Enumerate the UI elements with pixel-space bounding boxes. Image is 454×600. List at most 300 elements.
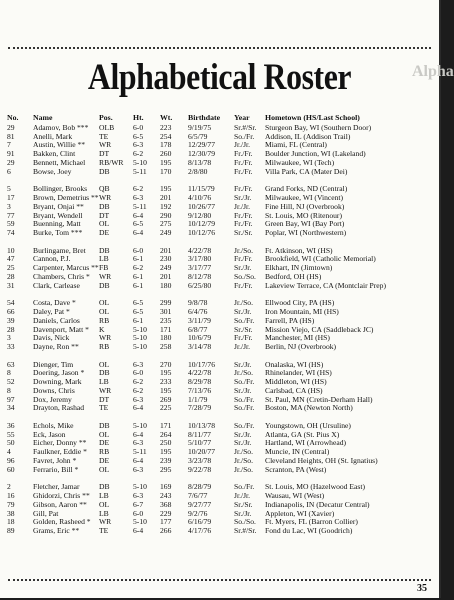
cell-hometown: Indianapolis, IN (Decatur Central)	[265, 499, 370, 509]
cell-number: 52	[7, 377, 15, 387]
cell-year: Fr./Fr.	[234, 157, 253, 167]
cell-birthdate: 7/6/77	[188, 491, 208, 501]
cell-year: Fr./Fr.	[234, 280, 253, 290]
col-header-position: Pos.	[99, 113, 113, 122]
cell-position: DB	[99, 245, 110, 255]
cell-number: 54	[7, 298, 15, 308]
cell-position: TE	[99, 131, 109, 141]
cell-number: 89	[7, 526, 15, 536]
cell-position: OL	[99, 298, 110, 308]
cell-name: Burlingame, Bret	[33, 245, 86, 255]
col-header-year: Year	[234, 113, 250, 122]
cell-birthdate: 6/5/79	[188, 131, 208, 141]
cell-height: 6-3	[133, 464, 144, 474]
cell-height: 6-1	[133, 280, 144, 290]
cell-weight: 258	[160, 342, 172, 352]
cell-weight: 239	[160, 456, 172, 466]
cell-year: Sr./Jr.	[234, 263, 252, 273]
cell-position: OL	[99, 464, 110, 474]
cell-height: 6-2	[133, 263, 144, 273]
cell-hometown: Youngstown, OH (Ursuline)	[265, 420, 351, 430]
cell-year: Jr./So.	[234, 456, 253, 466]
cell-hometown: Rhinelander, WI (HS)	[265, 368, 332, 378]
cell-year: Sr./Jr.	[234, 306, 252, 316]
cell-name: Gill, Pat	[33, 508, 59, 518]
cell-hometown: Atlanta, GA (St. Pius X)	[265, 429, 340, 439]
cell-name: Faulkner, Eddie *	[33, 447, 87, 457]
cell-weight: 229	[160, 508, 172, 518]
cell-position: DB	[99, 368, 110, 378]
cell-weight: 299	[160, 298, 172, 308]
cell-position: LB	[99, 254, 109, 264]
cell-height: 6-5	[133, 219, 144, 229]
cell-weight: 195	[160, 184, 172, 194]
cell-hometown: Hartland, WI (Arrowhead)	[265, 438, 347, 448]
cell-weight: 195	[160, 157, 172, 167]
cell-birthdate: 8/11/77	[188, 429, 211, 439]
cell-hometown: Fond du Lac, WI (Goodrich)	[265, 526, 353, 536]
cell-number: 25	[7, 263, 15, 273]
cell-number: 59	[7, 219, 15, 229]
cell-name: Ferrario, Bill *	[33, 464, 79, 474]
cell-name: Downing, Mark	[33, 377, 82, 387]
cell-weight: 249	[160, 263, 172, 273]
cell-birthdate: 10/12/76	[188, 228, 216, 238]
table-row	[7, 168, 430, 177]
cell-birthdate: 12/30/79	[188, 149, 216, 159]
cell-height: 6-3	[133, 394, 144, 404]
cell-height: 6-3	[133, 192, 144, 202]
cell-weight: 178	[160, 140, 172, 150]
cell-hometown: Carlsbad, CA (HS)	[265, 385, 323, 395]
cell-name: Clark, Carlease	[33, 280, 80, 290]
cell-hometown: Ft. Atkinson, WI (HS)	[265, 245, 333, 255]
cell-height: 5-11	[133, 201, 147, 211]
cell-year: So./Fr.	[234, 403, 255, 413]
cell-height: 5-11	[133, 166, 147, 176]
cell-height: 6-7	[133, 499, 144, 509]
cell-birthdate: 6/25/80	[188, 280, 212, 290]
cell-position: OLB	[99, 122, 115, 132]
cell-weight: 235	[160, 315, 172, 325]
cell-number: 81	[7, 131, 15, 141]
cell-number: 38	[7, 508, 15, 518]
cell-year: Sr./Jr.	[234, 508, 252, 518]
col-header-birthdate: Birthdate	[188, 113, 221, 122]
cell-birthdate: 8/29/78	[188, 377, 212, 387]
cell-height: 6-1	[133, 271, 144, 281]
cell-birthdate: 9/12/80	[188, 210, 212, 220]
cell-year: Sr./Sr.	[234, 499, 253, 509]
cell-hometown: Lakeview Terrace, CA (Montclair Prep)	[265, 280, 386, 290]
cell-birthdate: 10/12/79	[188, 219, 216, 229]
cell-birthdate: 3/17/77	[188, 263, 212, 273]
cell-weight: 270	[160, 359, 172, 369]
cell-hometown: Cleveland Heights, OH (St. Ignatius)	[265, 456, 378, 466]
cell-year: Jr./Jr.	[234, 342, 251, 352]
cell-year: Sr./Jr.	[234, 385, 252, 395]
cell-birthdate: 9/27/77	[188, 499, 212, 509]
cell-position: DB	[99, 166, 110, 176]
cell-number: 28	[7, 324, 15, 334]
cell-weight: 301	[160, 306, 172, 316]
cell-position: DT	[99, 394, 110, 404]
col-header-number: No.	[7, 113, 19, 122]
cell-position: DE	[99, 438, 110, 448]
cell-birthdate: 12/29/77	[188, 140, 216, 150]
cell-height: 6-2	[133, 149, 144, 159]
cell-name: Adamov, Bob ***	[33, 122, 89, 132]
cell-number: 16	[7, 491, 15, 501]
cell-position: DB	[99, 280, 110, 290]
cell-number: 18	[7, 517, 15, 527]
cell-number: 8	[7, 385, 11, 395]
cell-year: Jr./So.	[234, 368, 253, 378]
cell-position: LB	[99, 377, 109, 387]
cell-position: TE	[99, 526, 109, 536]
cell-year: Sr./Jr.	[234, 438, 252, 448]
cell-position: K	[99, 324, 105, 334]
cell-number: 4	[7, 447, 11, 457]
cell-hometown: Muncie, IN (Central)	[265, 447, 330, 457]
cell-birthdate: 2/8/80	[188, 166, 208, 176]
cell-year: Fr./Fr.	[234, 149, 253, 159]
cell-year: So./Fr.	[234, 131, 255, 141]
table-row	[7, 326, 430, 335]
page-number: 35	[417, 583, 427, 594]
cell-position: DE	[99, 228, 110, 238]
cell-weight: 368	[160, 499, 172, 509]
cell-number: 33	[7, 342, 15, 352]
cell-height: 6-0	[133, 245, 144, 255]
cell-name: Davenport, Matt *	[33, 324, 89, 334]
table-row	[7, 229, 430, 238]
cell-position: RB/WR	[99, 157, 124, 167]
cell-year: Fr./Fr.	[234, 184, 253, 194]
cell-name: Bennett, Michael	[33, 157, 86, 167]
cell-number: 74	[7, 228, 15, 238]
cell-hometown: Berlin, NJ (Overbrook)	[265, 342, 337, 352]
col-header-name: Name	[33, 113, 53, 122]
cell-number: 10	[7, 245, 15, 255]
cell-weight: 249	[160, 228, 172, 238]
cell-number: 3	[7, 333, 11, 343]
cell-hometown: Iron Mountain, MI (HS)	[265, 306, 339, 316]
cell-position: OL	[99, 219, 110, 229]
cell-number: 60	[7, 464, 15, 474]
cell-number: 34	[7, 403, 15, 413]
bottom-dotted-rule	[8, 579, 431, 581]
cell-number: 2	[7, 482, 11, 492]
cell-hometown: Green Bay, WI (Bay Port)	[265, 219, 345, 229]
cell-year: Sr.#/Sr.	[234, 526, 257, 536]
cell-weight: 233	[160, 377, 172, 387]
cell-birthdate: 6/4/76	[188, 306, 208, 316]
cell-height: 6-3	[133, 140, 144, 150]
cell-hometown: Appleton, WI (Xavier)	[265, 508, 335, 518]
cell-hometown: Wausau, WI (West)	[265, 491, 325, 501]
cell-hometown: Onalaska, WI (HS)	[265, 359, 324, 369]
cell-number: 66	[7, 306, 15, 316]
cell-year: Fr./Fr.	[234, 254, 253, 264]
cell-height: 5-10	[133, 420, 147, 430]
cell-hometown: Miami, FL (Central)	[265, 140, 327, 150]
cell-hometown: St. Louis, MO (Ritenour)	[265, 210, 342, 220]
roster-body	[7, 124, 430, 536]
table-row	[7, 422, 430, 431]
cell-position: DB	[99, 420, 110, 430]
cell-number: 77	[7, 210, 15, 220]
cell-birthdate: 10/20/77	[188, 447, 216, 457]
cell-number: 97	[7, 394, 15, 404]
cell-birthdate: 8/13/78	[188, 157, 212, 167]
cell-height: 5-10	[133, 342, 147, 352]
cell-name: Brown, Demetrius **	[33, 192, 99, 202]
cell-weight: 243	[160, 491, 172, 501]
table-row	[7, 404, 430, 413]
cell-year: Jr./So.	[234, 298, 253, 308]
cell-weight: 201	[160, 271, 172, 281]
bleed-through-text: Alpha	[412, 63, 454, 80]
cell-year: So./So.	[234, 271, 256, 281]
cell-weight: 225	[160, 403, 172, 413]
cell-height: 6-3	[133, 491, 144, 501]
cell-hometown: Elkhart, IN (Jimtown)	[265, 263, 333, 273]
cell-hometown: Sturgeon Bay, WI (Southern Door)	[265, 122, 372, 132]
cell-hometown: St. Paul, MN (Cretin-Derham Hall)	[265, 394, 373, 404]
cell-position: OL	[99, 499, 110, 509]
cell-position: OL	[99, 359, 110, 369]
cell-name: Buenning, Matt	[33, 219, 81, 229]
cell-position: LB	[99, 508, 109, 518]
cell-name: Gibson, Aaron **	[33, 499, 87, 509]
cell-number: 36	[7, 420, 15, 430]
cell-birthdate: 4/22/78	[188, 368, 212, 378]
cell-name: Daniels, Carlos	[33, 315, 80, 325]
cell-name: Dayne, Ron **	[33, 342, 79, 352]
cell-number: 5	[7, 184, 11, 194]
cell-position: RB	[99, 342, 110, 352]
cell-birthdate: 10/6/79	[188, 333, 212, 343]
cell-year: Jr./Jr.	[234, 140, 251, 150]
cell-height: 6-3	[133, 359, 144, 369]
cell-hometown: Middleton, WI (HS)	[265, 377, 327, 387]
cell-height: 6-2	[133, 385, 144, 395]
cell-weight: 195	[160, 447, 172, 457]
cell-number: 17	[7, 192, 15, 202]
cell-weight: 171	[160, 420, 172, 430]
cell-height: 6-0	[133, 368, 144, 378]
cell-birthdate: 8/28/79	[188, 482, 212, 492]
cell-height: 5-10	[133, 482, 147, 492]
cell-hometown: St. Louis, MO (Hazelwood East)	[265, 482, 365, 492]
cell-weight: 180	[160, 280, 172, 290]
cell-weight: 223	[160, 122, 172, 132]
cell-number: 91	[7, 149, 15, 159]
cell-position: RB	[99, 315, 110, 325]
cell-name: Drayton, Rashad	[33, 403, 85, 413]
cell-number: 50	[7, 438, 15, 448]
cell-year: Fr./Fr.	[234, 166, 253, 176]
cell-name: Favret, John *	[33, 456, 77, 466]
cell-weight: 201	[160, 245, 172, 255]
cell-year: Sr.#/Sr.	[234, 122, 257, 132]
cell-name: Bowse, Joey	[33, 166, 72, 176]
cell-number: 63	[7, 359, 15, 369]
cell-hometown: Manchester, MI (HS)	[265, 333, 330, 343]
table-row	[7, 527, 430, 536]
cell-name: Ghidorzi, Chris **	[33, 491, 90, 501]
cell-name: Carpenter, Marcus **	[33, 263, 99, 273]
cell-name: Doering, Jason *	[33, 368, 85, 378]
cell-weight: 260	[160, 149, 172, 159]
cell-birthdate: 10/26/77	[188, 201, 216, 211]
cell-weight: 250	[160, 438, 172, 448]
cell-name: Davis, Nick	[33, 333, 70, 343]
cell-name: Chambers, Chris *	[33, 271, 90, 281]
cell-height: 6-2	[133, 377, 144, 387]
cell-weight: 230	[160, 254, 172, 264]
cell-hometown: Grand Forks, ND (Central)	[265, 184, 348, 194]
cell-weight: 269	[160, 394, 172, 404]
cell-birthdate: 7/13/76	[188, 385, 212, 395]
cell-name: Daley, Pat *	[33, 306, 70, 316]
cell-position: FB	[99, 263, 109, 273]
cell-number: 47	[7, 254, 15, 264]
cell-year: So./Fr.	[234, 377, 255, 387]
cell-weight: 192	[160, 201, 172, 211]
cell-hometown: Boulder Junction, WI (Lakeland)	[265, 149, 366, 159]
cell-height: 6-1	[133, 315, 144, 325]
cell-number: 8	[7, 368, 11, 378]
cell-weight: 169	[160, 482, 172, 492]
cell-birthdate: 11/15/79	[188, 184, 215, 194]
cell-height: 6-1	[133, 254, 144, 264]
cell-hometown: Boston, MA (Newton North)	[265, 403, 353, 413]
cell-year: Sr./Jr.	[234, 359, 252, 369]
cell-name: Eicher, Donny **	[33, 438, 87, 448]
cell-name: Burke, Tom ***	[33, 228, 83, 238]
cell-name: Grams, Eric **	[33, 526, 80, 536]
cell-height: 5-11	[133, 447, 147, 457]
cell-birthdate: 4/22/78	[188, 245, 212, 255]
cell-weight: 201	[160, 192, 172, 202]
cell-height: 5-10	[133, 157, 147, 167]
cell-position: WR	[99, 385, 112, 395]
cell-hometown: Poplar, WI (Northwestern)	[265, 228, 347, 238]
cell-position: WR	[99, 333, 112, 343]
cell-height: 5-10	[133, 333, 147, 343]
cell-birthdate: 9/19/75	[188, 122, 212, 132]
cell-number: 29	[7, 122, 15, 132]
cell-height: 6-4	[133, 210, 144, 220]
cell-position: DT	[99, 149, 110, 159]
cell-position: WR	[99, 192, 112, 202]
cell-height: 5-10	[133, 324, 147, 334]
cell-name: Dienger, Tim	[33, 359, 74, 369]
cell-name: Bryant, Wendell	[33, 210, 83, 220]
cell-birthdate: 3/14/78	[188, 342, 212, 352]
cell-hometown: Ellwood City, PA (HS)	[265, 298, 335, 308]
cell-hometown: Milwaukee, WI (Tech)	[265, 157, 335, 167]
cell-position: TE	[99, 403, 109, 413]
cell-weight: 170	[160, 166, 172, 176]
cell-height: 6-5	[133, 298, 144, 308]
cell-number: 39	[7, 315, 15, 325]
table-row	[7, 501, 430, 510]
cell-year: So./Fr.	[234, 394, 255, 404]
cell-birthdate: 5/10/77	[188, 438, 212, 448]
cell-birthdate: 6/8/77	[188, 324, 208, 334]
cell-year: Sr./Jr.	[234, 192, 252, 202]
col-header-hometown: Hometown (HS/Last School)	[265, 113, 360, 122]
cell-position: DB	[99, 482, 110, 492]
cell-position: DT	[99, 210, 110, 220]
cell-birthdate: 3/23/78	[188, 456, 212, 466]
cell-year: So./Fr.	[234, 315, 255, 325]
cell-birthdate: 9/2/76	[188, 508, 208, 518]
cell-year: Jr./Jr.	[234, 201, 251, 211]
cell-hometown: Scranton, PA (West)	[265, 464, 327, 474]
cell-position: WR	[99, 517, 112, 527]
cell-position: WR	[99, 140, 112, 150]
cell-name: Bryant, Onjai **	[33, 201, 84, 211]
cell-height: 6-2	[133, 184, 144, 194]
col-header-height: Ht.	[133, 113, 144, 122]
cell-name: Eck, Jason	[33, 429, 66, 439]
cell-hometown: Brookfield, WI (Catholic Memorial)	[265, 254, 376, 264]
table-row	[7, 466, 430, 475]
cell-birthdate: 4/10/76	[188, 192, 212, 202]
cell-birthdate: 8/12/78	[188, 271, 212, 281]
cell-year: So./Fr.	[234, 420, 255, 430]
cell-birthdate: 9/8/78	[188, 298, 208, 308]
cell-weight: 254	[160, 131, 172, 141]
cell-height: 6-4	[133, 526, 144, 536]
cell-hometown: Addison, IL (Addison Trail)	[265, 131, 351, 141]
cell-position: DE	[99, 456, 110, 466]
cell-number: 3	[7, 201, 11, 211]
col-header-weight: Wt.	[160, 113, 173, 122]
cell-name: Dox, Jeremy	[33, 394, 72, 404]
cell-height: 6-5	[133, 306, 144, 316]
cell-weight: 177	[160, 517, 172, 527]
cell-position: DB	[99, 201, 110, 211]
cell-birthdate: 10/17/76	[188, 359, 216, 369]
cell-hometown: Mission Viejo, CA (Saddleback JC)	[265, 324, 374, 334]
cell-height: 5-10	[133, 517, 147, 527]
cell-year: Fr./Fr.	[234, 219, 253, 229]
cell-height: 6-5	[133, 131, 144, 141]
cell-height: 6-3	[133, 438, 144, 448]
cell-name: Golden, Rasheed *	[33, 517, 91, 527]
cell-hometown: Bedford, OH (HS)	[265, 271, 322, 281]
cell-year: Fr./Fr.	[234, 210, 253, 220]
cell-weight: 275	[160, 219, 172, 229]
cell-weight: 264	[160, 429, 172, 439]
cell-name: Echols, Mike	[33, 420, 74, 430]
cell-position: WR	[99, 271, 112, 281]
cell-number: 55	[7, 429, 15, 439]
cell-height: 6-0	[133, 122, 144, 132]
table-row	[7, 282, 430, 291]
cell-birthdate: 6/16/79	[188, 517, 212, 527]
cell-name: Fletcher, Jamar	[33, 482, 80, 492]
table-row	[7, 299, 430, 308]
cell-height: 6-4	[133, 228, 144, 238]
cell-weight: 295	[160, 464, 172, 474]
cell-year: Sr./Jr.	[234, 429, 252, 439]
